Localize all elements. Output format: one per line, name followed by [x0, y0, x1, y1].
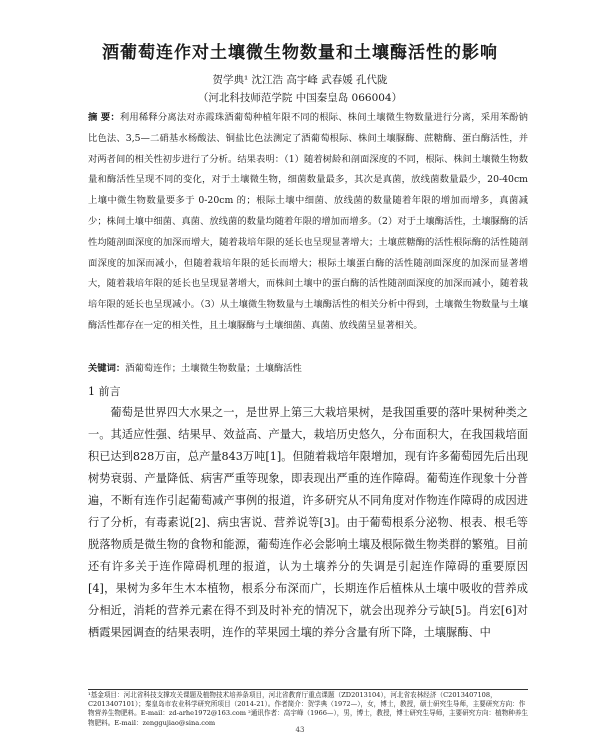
abstract-label: 摘 要： — [88, 112, 120, 123]
keywords — [88, 360, 528, 374]
abstract-text: 利用稀释分离法对赤霞珠酒葡萄种植年限不同的根际、株间土壤微生物数量进行分离，采用苯酚钠比色法、3,5—二硝基水杨酸法、铜盐比色法测定了酒葡萄根际、株间土壤脲酶、蔗糖酶、蛋白酶活性，并对两者间的相关性初步进行了分析。结果表明：（1）随着树龄和剖面深度的不同，根际、株间土壤微生物数量和酶活性呈现不同的变化，对于土壤微生物，细菌数量最多，其次是真菌，放线菌数量最少，20-40cm 上壤中微生物数量要多于 0-20cm 的；根际土壤中细菌、放线菌的数量随着年限的增加而增多，真菌减少；株间土壤中细菌、真菌、放线菌的数量均随着年限的增加而增多。（2）对于土壤酶活性，土壤脲酶的活性均随剖面深度的加深而增大，随着栽培年限的延长也呈现显著增大；土壤蔗糖酶的活性根际酶的活性随剖面深度的加深而减小，但随着栽培年限的延长而增大；根际土壤蛋白酶的活性随剖面深度的加深而显著增大，随着栽培年限的延长也呈现显著增大，而株间土壤中的蛋白酶的活性随剖面深度的加深而减小，随着栽培年限的延长也呈现减小。（3）从土壤微生物数量与土壤酶活性的相关分析中得到，土壤微生物数量与土壤酶活性都存在一定的相关性，且土壤脲酶与土壤细菌、真菌、放线菌呈显著相关。 — [88, 112, 528, 331]
body-paragraph: 葡萄是世界四大水果之一，是世界上第三大栽培果树，是我国重要的落叶果树种类之一。其适应性强、结果早、效益高、产量大，栽培历史悠久，分布面积大，在我国栽培面积已达到828万亩，总产量843万吨[1]。但随着栽培年限增加，现有许多葡萄园先后出现树势衰弱、产量降低、病害严重等现象，即表现出严重的连作障碍。葡萄连作现象十分普遍，不断有连作引起葡萄减产事例的报道，许多研究从不同角度对作物连作障碍的成因进行了分析，有毒素说[2]、病虫害说、营养说等[3]。由于葡萄根系分泌物、根表、根毛等脱落物质是微生物的食物和能源，葡萄连作必会影响土壤及根际微生物类群的繁殖。目前还有许多关于连作障碍机理的报道，认为土壤养分的失调是引起连作障碍的重要原因[4]，果树为多年生木本植物，根系分布深而广，长期连作后植株从土壤中吸收的营养成分相近，消耗的营养元素在得不到及时补充的情况下，就会出现养分亏缺[5]。肖宏[6]对栖霞果园调查的结果表明，连作的苹果园土壤的养分含量有所下降，土壤脲酶、中 — [88, 406, 528, 639]
keywords-text: 酒葡萄连作；土壤微生物数量；土壤酶活性 — [125, 363, 302, 374]
footnote: ¹基金项目：河北省科技支撑攻关课题及植物技术培养条项目，河北省教育厅重点课题（ZD2013104），河北省农林经济（C2013407108，C2013407101）；秦皇岛市农业科学研究所项目（2014-21）。作者简介：贺学典（1972—），女，博士，教授，硕士研究生导师，主要研究方向：作物营养生物肥料。E-mail：zd-arhe1972@163.com ²通讯作者：高宇峰（1966—），男，博士，教授，博士研究生导师，主要研究方向：植物种养生物肥料。E-mail：zenggujiao@sina.com — [88, 691, 529, 727]
affiliation: （河北科技师范学院 中国秦皇岛 066004） — [197, 92, 403, 104]
footnote-divider — [88, 689, 528, 690]
paper-title: 酒葡萄连作对土壤微生物数量和土壤酶活性的影响 — [102, 43, 498, 63]
section-heading: 1 前言 — [88, 385, 121, 398]
abstract — [88, 108, 528, 337]
keywords-label: 关键词： — [88, 363, 126, 374]
page-number: 43 — [295, 726, 305, 734]
author-list: 贺学典¹ 沈江浩 高宇峰 武春媛 孔代陇 — [212, 74, 388, 86]
